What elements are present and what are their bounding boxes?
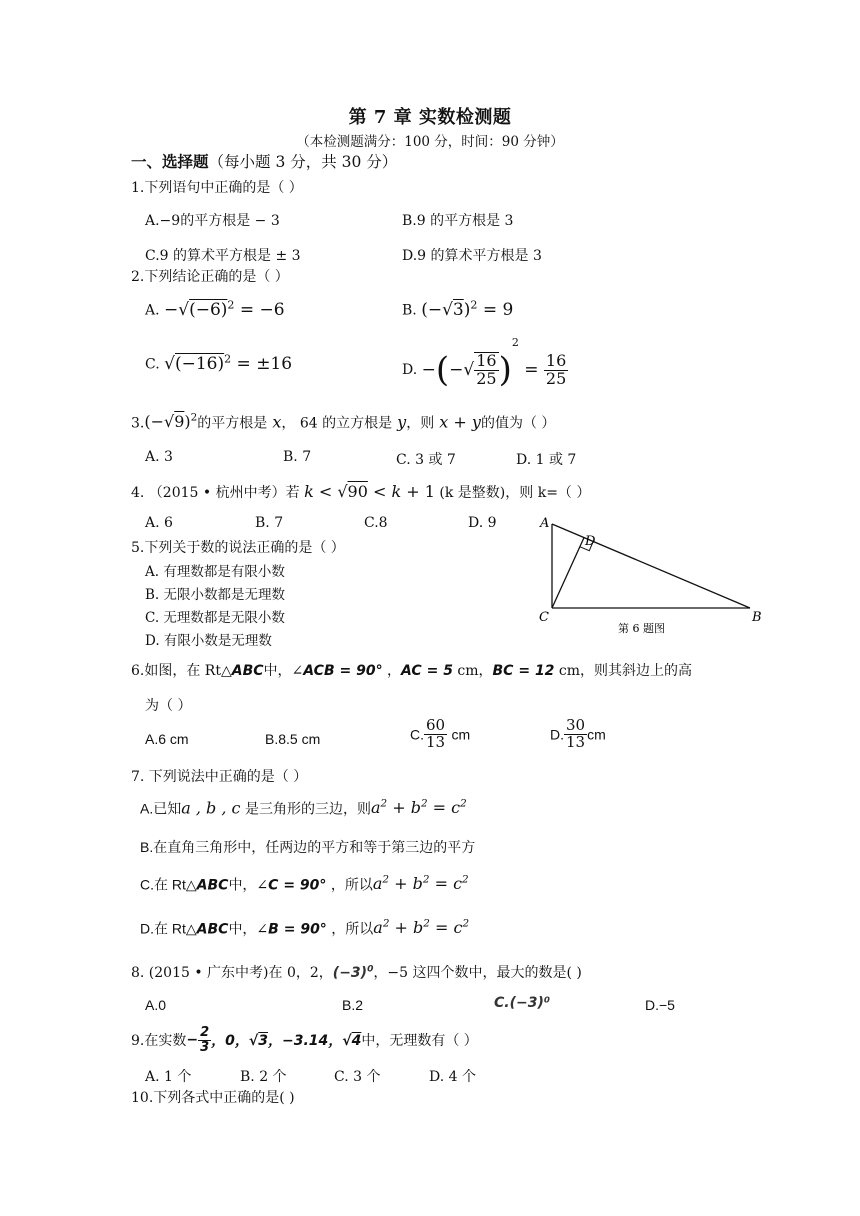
q6-text-1: 6.如图，在 Rt△ bbox=[131, 663, 232, 679]
q1-option-c[interactable]: C.9 的算术平方根是 ± 3 bbox=[145, 248, 301, 264]
q9-option-c[interactable]: C. 3 个 bbox=[334, 1069, 381, 1085]
q8-text-2: ，−5 这四个数中，最大的数是( ) bbox=[373, 965, 582, 981]
q6-ac: AC = 5 bbox=[401, 663, 453, 679]
q6-bc: BC = 12 bbox=[492, 663, 555, 679]
label-d: D bbox=[585, 534, 596, 549]
q3-option-a[interactable]: A. 3 bbox=[145, 449, 173, 465]
q3-text-4: 的值为（ ） bbox=[480, 415, 556, 432]
q8-text-1: 8. (2015 • 广东中考)在 0，2， bbox=[131, 965, 333, 981]
question-4-stem: 4. （2015 • 杭州中考）若 k < √90 < k + 1 (k 是整数)，则 k=（ ） bbox=[131, 482, 591, 501]
section-note: （每小题 3 分，共 30 分） bbox=[208, 153, 398, 171]
q6-c-numerator: 60 bbox=[426, 716, 446, 734]
section-heading bbox=[131, 150, 397, 172]
q7-a-text-1: A.已知 bbox=[140, 800, 182, 817]
q6-c-unit: cm bbox=[451, 726, 471, 743]
q7-a-vars: a , b , c bbox=[181, 798, 241, 818]
q6-d-label: D. bbox=[550, 726, 564, 743]
q7-c-triangle: ABC bbox=[196, 877, 229, 894]
q4-text-1: 4. （2015 • 杭州中考）若 bbox=[131, 485, 300, 501]
q5-option-d[interactable]: D. 有限小数是无理数 bbox=[145, 633, 272, 649]
triangle-figure bbox=[530, 512, 770, 637]
question-7-stem: 7. 下列说法中正确的是（ ） bbox=[131, 769, 308, 785]
q6-text-3: cm，则其斜边上的高 bbox=[558, 663, 692, 679]
q8-option-d[interactable]: D.−5 bbox=[645, 997, 675, 1013]
q3-option-d[interactable]: D. 1 或 7 bbox=[516, 452, 577, 468]
q4-text-2: (k 是整数)，则 k=（ ） bbox=[439, 485, 591, 501]
q7-b-text: B.在直角三角形中，任两边的平方和等于第三边的平方 bbox=[140, 839, 476, 855]
q2-a-label: A. bbox=[145, 302, 160, 319]
q7-d-text-2: ，所以 bbox=[331, 921, 374, 938]
question-9-stem: 9.在实数− $\frac{2}{3}$ ，0，√3，−3.14，√4中，无理数有（ ） bbox=[131, 1025, 478, 1055]
question-5-stem: 5.下列关于数的说法正确的是（ ） bbox=[131, 540, 345, 556]
q2-b-label: B. bbox=[402, 302, 417, 319]
q6-stem-line-2: 为（ ） bbox=[145, 698, 192, 714]
q8-option-a[interactable]: A.0 bbox=[145, 997, 167, 1013]
q9-option-d[interactable]: D. 4 个 bbox=[429, 1069, 476, 1085]
q6-c-denominator: 13 bbox=[426, 732, 446, 751]
q6-d-denominator: 13 bbox=[566, 732, 586, 751]
question-2-stem: 2.下列结论正确的是（ ） bbox=[131, 269, 289, 285]
q2-c-label: C. bbox=[145, 356, 160, 373]
q6-triangle-name: ABC bbox=[231, 663, 264, 679]
page-subtitle: （本检测题满分：100 分，时间：90 分钟） bbox=[296, 134, 564, 150]
altitude-cd bbox=[552, 538, 584, 608]
q7-option-c[interactable]: C.在 Rt△ABC中，∠C = 90° ，所以$a^2 + b^2 = c^2$ bbox=[140, 874, 469, 894]
q1-option-d[interactable]: D.9 的算术平方根是 3 bbox=[402, 248, 542, 264]
question-8-stem: 8. (2015 • 广东中考)在 0，2，$(-3)^0$，−5 这四个数中，最大的数是( ) bbox=[131, 964, 582, 981]
q3-text-2: ， 64 的立方根是 bbox=[281, 415, 393, 432]
label-c: C bbox=[539, 610, 549, 625]
q7-d-angle: B = 90° bbox=[268, 921, 327, 938]
q2-option-d[interactable]: D. −(−√ $\frac{16}{25}$ )$^2$ = $\frac{16}{25}$ bbox=[402, 336, 567, 390]
q7-d-text-1: D.在 Rt△ bbox=[140, 920, 197, 937]
q6-d-numerator: 30 bbox=[566, 716, 586, 734]
q1-option-b[interactable]: B.9 的平方根是 3 bbox=[402, 213, 514, 229]
q9-text-2: 中，无理数有（ ） bbox=[361, 1033, 478, 1050]
question-6-stem: 6.如图，在 Rt△ABC中，∠ACB = 90° ，AC = 5 cm，BC = 12 cm，则其斜边上的高 bbox=[131, 663, 692, 679]
q3-option-c[interactable]: C. 3 或 7 bbox=[396, 452, 456, 468]
q6-text-2: 中，∠ bbox=[263, 663, 304, 679]
question-10-stem: 10.下列各式中正确的是( ) bbox=[131, 1090, 295, 1106]
q7-d-triangle: ABC bbox=[196, 921, 229, 938]
q2-option-b[interactable]: B. $(-√3)^2 = 9$ bbox=[402, 298, 514, 320]
q7-c-text-2: ，所以 bbox=[330, 877, 373, 894]
q5-option-c[interactable]: C. 无理数都是无限小数 bbox=[145, 610, 285, 626]
q9-option-b[interactable]: B. 2 个 bbox=[240, 1069, 287, 1085]
q2-option-c[interactable]: C. $√(-16)^2 = \pm 16$ bbox=[145, 352, 293, 374]
q5-option-b[interactable]: B. 无限小数都是无理数 bbox=[145, 587, 286, 603]
q4-option-c[interactable]: C.8 bbox=[364, 515, 388, 531]
q7-a-text-2: 是三角形的三边，则 bbox=[244, 801, 371, 818]
side-ab bbox=[552, 524, 750, 608]
figure-caption: 第 6 题图 bbox=[618, 622, 665, 635]
q8-option-b[interactable]: B.2 bbox=[342, 997, 364, 1013]
q9-text-1: 9.在实数 bbox=[131, 1033, 187, 1050]
q7-c-angle: C = 90° bbox=[268, 877, 327, 894]
q4-option-a[interactable]: A. 6 bbox=[145, 515, 173, 531]
q6-option-c[interactable] bbox=[410, 718, 470, 751]
q6-c-label: C. bbox=[410, 726, 424, 743]
q6-d-unit: cm bbox=[587, 726, 606, 743]
q1-option-a[interactable]: A.−9的平方根是 − 3 bbox=[145, 213, 280, 229]
q5-option-a[interactable]: A. 有理数都是有限小数 bbox=[145, 564, 285, 580]
q6-option-d[interactable] bbox=[550, 718, 606, 751]
q4-option-b[interactable]: B. 7 bbox=[255, 515, 284, 531]
q7-option-a[interactable]: A.已知a , b , c 是三角形的三边，则$a^2 + b^2 = c^2$ bbox=[140, 798, 467, 818]
q6-option-b[interactable]: B.8.5 cm bbox=[265, 731, 321, 747]
q4-option-d[interactable]: D. 9 bbox=[468, 515, 497, 531]
q7-option-d[interactable]: D.在 Rt△ABC中，∠B = 90° ，所以$a^2 + b^2 = c^2$ bbox=[140, 918, 470, 938]
question-3-stem: $3.(-√9)^2$的平方根是 x， 64 的立方根是 y，则 x + y的值为（ ） bbox=[131, 412, 556, 432]
q2-option-a[interactable]: A. $-√(-6)^2 = -6$ bbox=[145, 298, 285, 320]
question-1-stem: 1.下列语句中正确的是（ ） bbox=[131, 180, 303, 196]
label-a: A bbox=[540, 516, 550, 531]
section-title: 一、选择题 bbox=[131, 152, 209, 171]
q8-option-c[interactable]: C.(−3)⁰ bbox=[494, 995, 550, 1011]
q3-text-3: ，则 bbox=[406, 415, 435, 432]
q6-angle: ACB = 90° bbox=[303, 663, 383, 679]
q7-c-text-1: C.在 Rt△ bbox=[140, 876, 197, 893]
page-title: 第 7 章 实数检测题 bbox=[348, 107, 512, 128]
q7-option-b[interactable] bbox=[140, 837, 475, 857]
q9-option-a[interactable]: A. 1 个 bbox=[145, 1069, 192, 1085]
q6-unit-1: cm， bbox=[457, 663, 493, 679]
q3-text-1: 的平方根是 bbox=[197, 415, 268, 432]
q2-d-label: D. bbox=[402, 362, 418, 378]
label-b: B bbox=[752, 610, 762, 625]
q3-option-b[interactable]: B. 7 bbox=[283, 449, 312, 465]
q3-number: 3. bbox=[131, 415, 145, 432]
q6-option-a[interactable]: A.6 cm bbox=[145, 731, 189, 747]
